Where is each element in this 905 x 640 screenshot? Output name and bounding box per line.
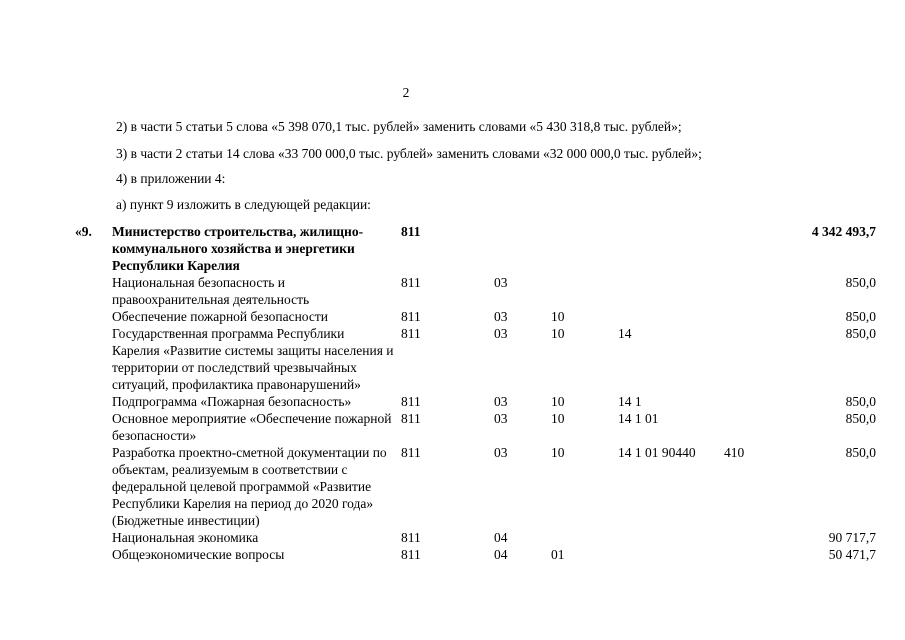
row-subsection-code-text: 10: [551, 445, 565, 460]
row-ministry-code-text: 811: [401, 224, 421, 239]
row-expense-type: [724, 393, 764, 410]
row-section-code-text: 04: [494, 547, 508, 562]
row-amount-text: 850,0: [845, 445, 876, 460]
row-amount: [764, 223, 876, 274]
row-target-article: [618, 393, 724, 410]
row-amount-text: 850,0: [845, 309, 876, 324]
table-row: [112, 546, 876, 563]
row-target-article: [618, 308, 724, 325]
row-subsection-code: [551, 546, 618, 563]
row-ministry-code-text: 811: [401, 309, 421, 324]
row-target-article: [618, 274, 724, 308]
row-ministry-code-text: 811: [401, 394, 421, 409]
row-amount-text: 4 342 493,7: [811, 224, 876, 239]
row-name-text: Общеэкономические вопросы: [112, 547, 285, 562]
row-subsection-code: [551, 444, 618, 529]
row-section-code-text: 04: [494, 530, 508, 545]
row-subsection-code-text: 10: [551, 394, 565, 409]
item-marker: «9.: [75, 224, 92, 239]
row-name-text: Обеспечение пожарной безопасности: [112, 309, 329, 324]
row-expense-type: [724, 223, 764, 274]
table-row: [112, 393, 876, 410]
row-ministry-code: [401, 546, 494, 563]
row-ministry-code-text: 811: [401, 547, 421, 562]
row-ministry-code: [401, 325, 494, 393]
row-section-code: [494, 325, 551, 393]
row-name-text: Подпрограмма «Пожарная безопасность»: [112, 394, 352, 409]
row-amount-text: 850,0: [845, 411, 876, 426]
row-name: [112, 393, 401, 410]
row-amount: [764, 529, 876, 546]
table-row: [112, 444, 876, 529]
row-target-article: [618, 410, 724, 444]
row-ministry-code: [401, 223, 494, 274]
row-amount: [764, 274, 876, 308]
row-ministry-code: [401, 529, 494, 546]
row-subsection-code: [551, 325, 618, 393]
page-number: 2: [402, 85, 410, 100]
table-row: [112, 325, 876, 393]
row-target-article-text: 14 1: [618, 394, 642, 409]
row-subsection-code: [551, 393, 618, 410]
table-row: [112, 308, 876, 325]
row-subsection-code: [551, 410, 618, 444]
row-ministry-code: [401, 410, 494, 444]
row-name-text: Государственная программа Республики Карелия «Развитие системы защиты населения и территории от последствий чрезвычайных ситуаций, профилактика правонарушений»: [112, 326, 394, 392]
row-amount: [764, 444, 876, 529]
row-section-code-text: 03: [494, 445, 508, 460]
paragraph-amendment-4: 4) в приложении 4:: [116, 171, 226, 186]
row-target-article: [618, 223, 724, 274]
row-expense-type: [724, 529, 764, 546]
paragraph-amendment-2: 2) в части 5 статьи 5 слова «5 398 070,1 тыс. рублей» заменить словами «5 430 318,8 тыс. рублей»;: [116, 119, 682, 134]
row-subsection-code: [551, 223, 618, 274]
row-name: [112, 410, 401, 444]
row-name-text: Разработка проектно-сметной документации по объектам, реализуемым в соответствии с федеральной целевой программой «Развитие Республики Карелия на период до 2020 года» (Бюджетные инвестиции): [112, 445, 387, 528]
row-target-article-text: 14 1 01: [618, 411, 659, 426]
row-amount: [764, 546, 876, 563]
row-subsection-code: [551, 274, 618, 308]
row-amount-text: 90 717,7: [828, 530, 876, 545]
row-expense-type: [724, 274, 764, 308]
row-section-code: [494, 274, 551, 308]
row-ministry-code: [401, 393, 494, 410]
row-expense-type-text: 410: [724, 445, 745, 460]
row-target-article: [618, 444, 724, 529]
row-section-code-text: 03: [494, 309, 508, 324]
row-section-code-text: 03: [494, 411, 508, 426]
row-subsection-code: [551, 529, 618, 546]
row-amount-text: 50 471,7: [828, 547, 876, 562]
row-name-text: Основное мероприятие «Обеспечение пожарной безопасности»: [112, 411, 392, 443]
row-ministry-code-text: 811: [401, 445, 421, 460]
row-name: [112, 444, 401, 529]
row-ministry-code-text: 811: [401, 530, 421, 545]
row-name-text: Национальная безопасность и правоохранительная деятельность: [112, 275, 310, 307]
row-ministry-code: [401, 274, 494, 308]
paragraph-amendment-3: 3) в части 2 статьи 14 слова «33 700 000,0 тыс. рублей» заменить словами «32 000 000,0 тыс. рублей»;: [116, 146, 702, 161]
row-target-article-text: 14: [618, 326, 632, 341]
row-target-article: [618, 546, 724, 563]
row-expense-type: [724, 308, 764, 325]
row-name: [112, 274, 401, 308]
row-amount: [764, 325, 876, 393]
row-amount: [764, 410, 876, 444]
row-section-code: [494, 308, 551, 325]
row-section-code: [494, 529, 551, 546]
row-subsection-code: [551, 308, 618, 325]
row-amount-text: 850,0: [845, 275, 876, 290]
row-ministry-code-text: 811: [401, 326, 421, 341]
table-row: [112, 223, 876, 274]
row-name-text: Национальная экономика: [112, 530, 259, 545]
row-expense-type: [724, 325, 764, 393]
row-section-code: [494, 546, 551, 563]
row-name: [112, 529, 401, 546]
row-target-article-text: 14 1 01 90440: [618, 445, 696, 460]
row-target-article: [618, 325, 724, 393]
row-ministry-code-text: 811: [401, 411, 421, 426]
row-section-code: [494, 223, 551, 274]
row-subsection-code-text: 10: [551, 309, 565, 324]
row-subsection-code-text: 01: [551, 547, 565, 562]
table-row: [112, 410, 876, 444]
row-ministry-code: [401, 308, 494, 325]
row-expense-type: [724, 546, 764, 563]
table-row: [112, 274, 876, 308]
row-expense-type: [724, 444, 764, 529]
row-name: [112, 223, 401, 274]
row-subsection-code-text: 10: [551, 326, 565, 341]
row-ministry-code: [401, 444, 494, 529]
row-section-code-text: 03: [494, 326, 508, 341]
row-amount-text: 850,0: [845, 394, 876, 409]
row-section-code-text: 03: [494, 275, 508, 290]
row-name: [112, 308, 401, 325]
row-ministry-code-text: 811: [401, 275, 421, 290]
row-section-code: [494, 410, 551, 444]
row-target-article: [618, 529, 724, 546]
row-expense-type: [724, 410, 764, 444]
row-subsection-code-text: 10: [551, 411, 565, 426]
row-name-text: Министерство строительства, жилищно-коммунального хозяйства и энергетики Республики Карелия: [112, 224, 364, 273]
row-section-code-text: 03: [494, 394, 508, 409]
paragraph-subitem-a: а) пункт 9 изложить в следующей редакции:: [116, 197, 371, 212]
row-section-code: [494, 393, 551, 410]
row-section-code: [494, 444, 551, 529]
row-name: [112, 546, 401, 563]
row-amount: [764, 308, 876, 325]
row-amount: [764, 393, 876, 410]
table-row: [112, 529, 876, 546]
row-amount-text: 850,0: [845, 326, 876, 341]
row-name: [112, 325, 401, 393]
budget-table: [112, 223, 876, 563]
